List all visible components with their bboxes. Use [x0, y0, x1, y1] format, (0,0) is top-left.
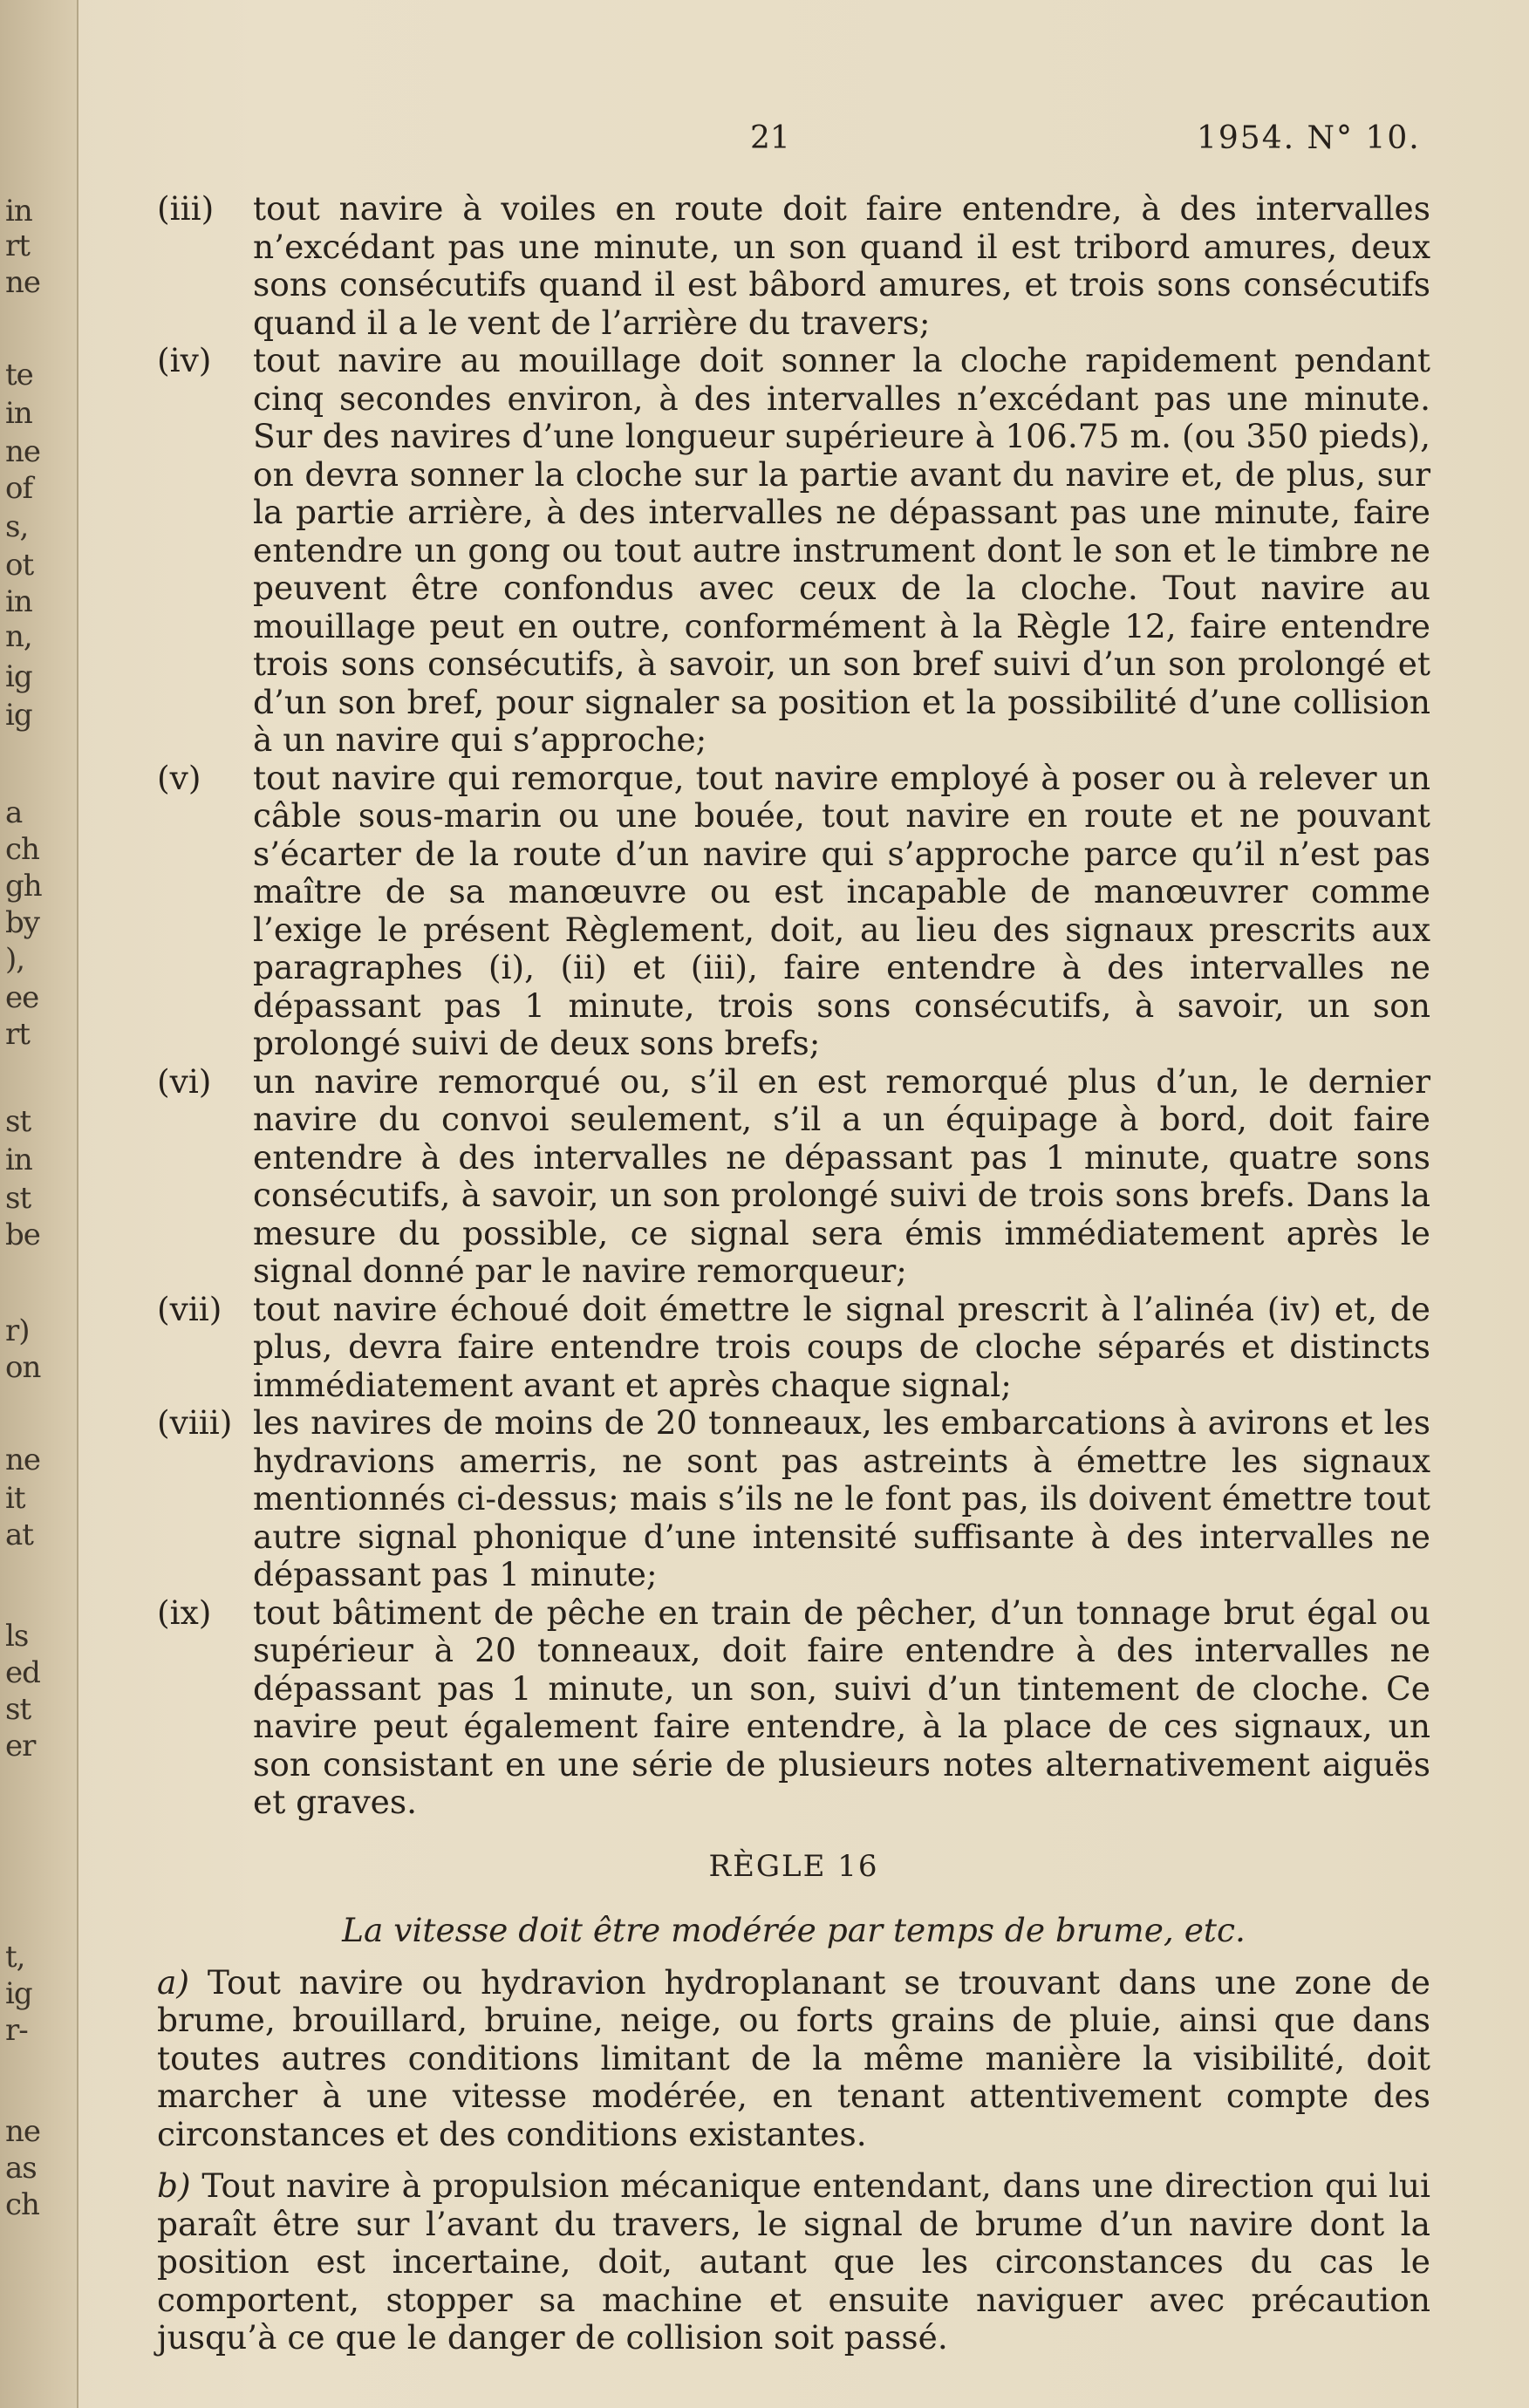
margin-fragment: in [5, 584, 32, 619]
margin-fragment: st [5, 1104, 31, 1139]
margin-fragment: ), [5, 942, 25, 977]
margin-fragment: ch [5, 832, 39, 867]
item-number: (vi) [157, 1061, 212, 1101]
rule-title: La vitesse doit être modérée par temps de brume, etc. [342, 1911, 1246, 1949]
paragraph-text: Tout navire ou hydravion hydroplanant se trouvant dans une zone de brume, brouillard, bruine, neige, ou forts grains de pluie, ainsi que dans toutes autres conditions limitant de la même manière la visibilité, doit marcher à une vitesse modérée, en tenant attentivement compte des circonstances et des conditions existantes. [157, 1962, 1430, 2153]
page-number: 21 [750, 120, 790, 156]
item-number: (ix) [157, 1593, 212, 1632]
item-number: (iv) [157, 341, 212, 379]
item-number: (viii) [157, 1403, 233, 1442]
margin-fragment: ig [5, 1976, 32, 2011]
margin-fragment: be [5, 1218, 40, 1252]
rule-heading: RÈGLE 16 [708, 1848, 879, 1884]
list-item [157, 760, 1430, 1063]
margin-fragment: it [5, 1481, 25, 1516]
item-text: tout bâtiment de pêche en train de pêcher, d’un tonnage brut égal ou supérieur à 20 tonneaux, doit faire entendre à des intervalles ne dépassant pas 1 minute, un son, suivi d’un tintement de cloche. Ce navire peut également faire entendre, à la place de ces signaux, un son consistant en une série de plusieurs notes alternativement aiguës et graves. [253, 1593, 1430, 1821]
rule-paragraph [157, 2167, 1430, 2357]
margin-fragment: as [5, 2151, 37, 2186]
margin-fragment: n, [5, 619, 32, 654]
margin-fragment: ot [5, 548, 34, 583]
margin-fragment: ig [5, 698, 32, 733]
margin-fragment: ne [5, 434, 41, 469]
list-item [157, 1594, 1430, 1822]
margin-fragment: in [5, 1143, 32, 1177]
margin-fragment: ne [5, 1443, 41, 1477]
list-item [157, 1063, 1430, 1291]
header-reference: 1954. N° 10. [1197, 120, 1421, 156]
margin-fragment: a [5, 795, 23, 830]
item-text: tout navire échoué doit émettre le signal prescrit à l’alinéa (iv) et, de plus, devra faire entendre trois coups de cloche séparés et distincts immédiatement avant et après chaque signal; [253, 1289, 1430, 1404]
margin-fragment: ls [5, 1619, 29, 1654]
list-item [157, 1291, 1430, 1405]
binding-gutter [0, 0, 78, 2408]
item-text: un navire remorqué ou, s’il en est remorqué plus d’un, le dernier navire du convoi seulement, s’il a un équipage à bord, doit faire entendre à des intervalles ne dépassant pas 1 minute, quatre sons consécutifs, à savoir, un son prolongé suivi de trois sons brefs. Dans la mesure du possible, ce signal sera émis immédiatement après le signal donné par le navire remorqueur; [253, 1061, 1430, 1290]
margin-fragment: in [5, 396, 32, 431]
margin-fragment: rt [5, 1017, 30, 1052]
margin-fragment: ne [5, 265, 41, 300]
margin-fragment: on [5, 1350, 41, 1385]
margin-fragment: s, [5, 509, 29, 544]
rule-paragraph [157, 1964, 1430, 2154]
paragraph-mark: b) [157, 2166, 191, 2205]
margin-fragment: st [5, 1181, 31, 1216]
list-item [157, 1404, 1430, 1594]
margin-fragment: r) [5, 1313, 30, 1348]
margin-fragment: rt [5, 229, 30, 263]
item-text: les navires de moins de 20 tonneaux, les embarcations à avirons et les hydravions amerris, ne sont pas astreints à émettre les signaux mentionnés ci-dessus; mais s’ils ne le font pas, ils doivent émettre tout autre signal phonique d’une intensité suffisante à des intervalles ne dépassant pas 1 minute; [253, 1403, 1430, 1593]
item-text: tout navire au mouillage doit sonner la cloche rapidement pendant cinq secondes environ, à des intervalles n’excédant pas une minute. Sur des navires d’une longueur supérieure à 106.75 m. (ou 350 pieds), on devra sonner la cloche sur la partie avant du navire et, de plus, sur la partie arrière, à des intervalles ne dépassant pas une minute, faire entendre un gong ou tout autre instrument dont le son et le timbre ne peuvent être confondus avec ceux de la cloche. Tout navire au mouillage peut en outre, conformément à la Règle 12, faire entendre trois sons consécutifs, à savoir, un son bref suivi d’un son prolongé et d’un son bref, pour signaler sa position et la possibilité d’une collision à un navire qui s’approche; [253, 341, 1430, 759]
margin-fragment: te [5, 358, 33, 392]
paragraph-mark: a) [157, 1962, 189, 2002]
item-number: (iii) [157, 189, 215, 228]
margin-fragment: ed [5, 1655, 40, 1690]
paragraph-text: Tout navire à propulsion mécanique entendant, dans une direction qui lui paraît être sur l’avant du travers, le signal de brume d’un navire dont la position est incertaine, doit, autant que les circonstances du cas le comportent, stopper sa machine et ensuite naviguer avec précaution jusqu’à ce que le danger de collision soit passé. [157, 2166, 1430, 2357]
margin-fragment: ig [5, 659, 32, 694]
item-text: tout navire à voiles en route doit faire entendre, à des intervalles n’excédant pas une minute, un son quand il est tribord amures, deux sons consécutifs quand il est bâbord amures, et trois sons consécutifs quand il a le vent de l’arrière du travers; [253, 189, 1430, 342]
list-item [157, 342, 1430, 760]
margin-fragment: er [5, 1729, 36, 1763]
margin-fragment: at [5, 1518, 33, 1552]
margin-fragment: gh [5, 869, 42, 904]
page-header [0, 120, 1529, 164]
margin-fragment: ne [5, 2114, 41, 2149]
margin-fragment: of [5, 471, 33, 506]
margin-fragment: ee [5, 980, 39, 1015]
margin-fragment: t, [5, 1940, 25, 1975]
item-text: tout navire qui remorque, tout navire employé à poser ou à relever un câble sous-marin ou une bouée, tout navire en route et ne pouvant s’écarter de la route d’un navire qui s’approche parce qu’il n’est pas maître de sa manœuvre ou est incapable de manœuvrer comme l’exige le présent Règlement, doit, au lieu des signaux prescrits aux paragraphes (i), (ii) et (iii), faire entendre à des intervalles ne dépassant pas 1 minute, trois sons consécutifs, à savoir, un son prolongé suivi de deux sons brefs; [253, 758, 1430, 1062]
margin-fragment: ch [5, 2187, 39, 2222]
list-item [157, 190, 1430, 342]
item-number: (v) [157, 758, 201, 797]
margin-fragment: in [5, 194, 32, 229]
margin-fragment: r- [5, 2013, 28, 2048]
margin-fragment: by [5, 905, 39, 940]
item-number: (vii) [157, 1289, 222, 1328]
page-body [157, 190, 1430, 2357]
margin-fragment: st [5, 1692, 31, 1727]
